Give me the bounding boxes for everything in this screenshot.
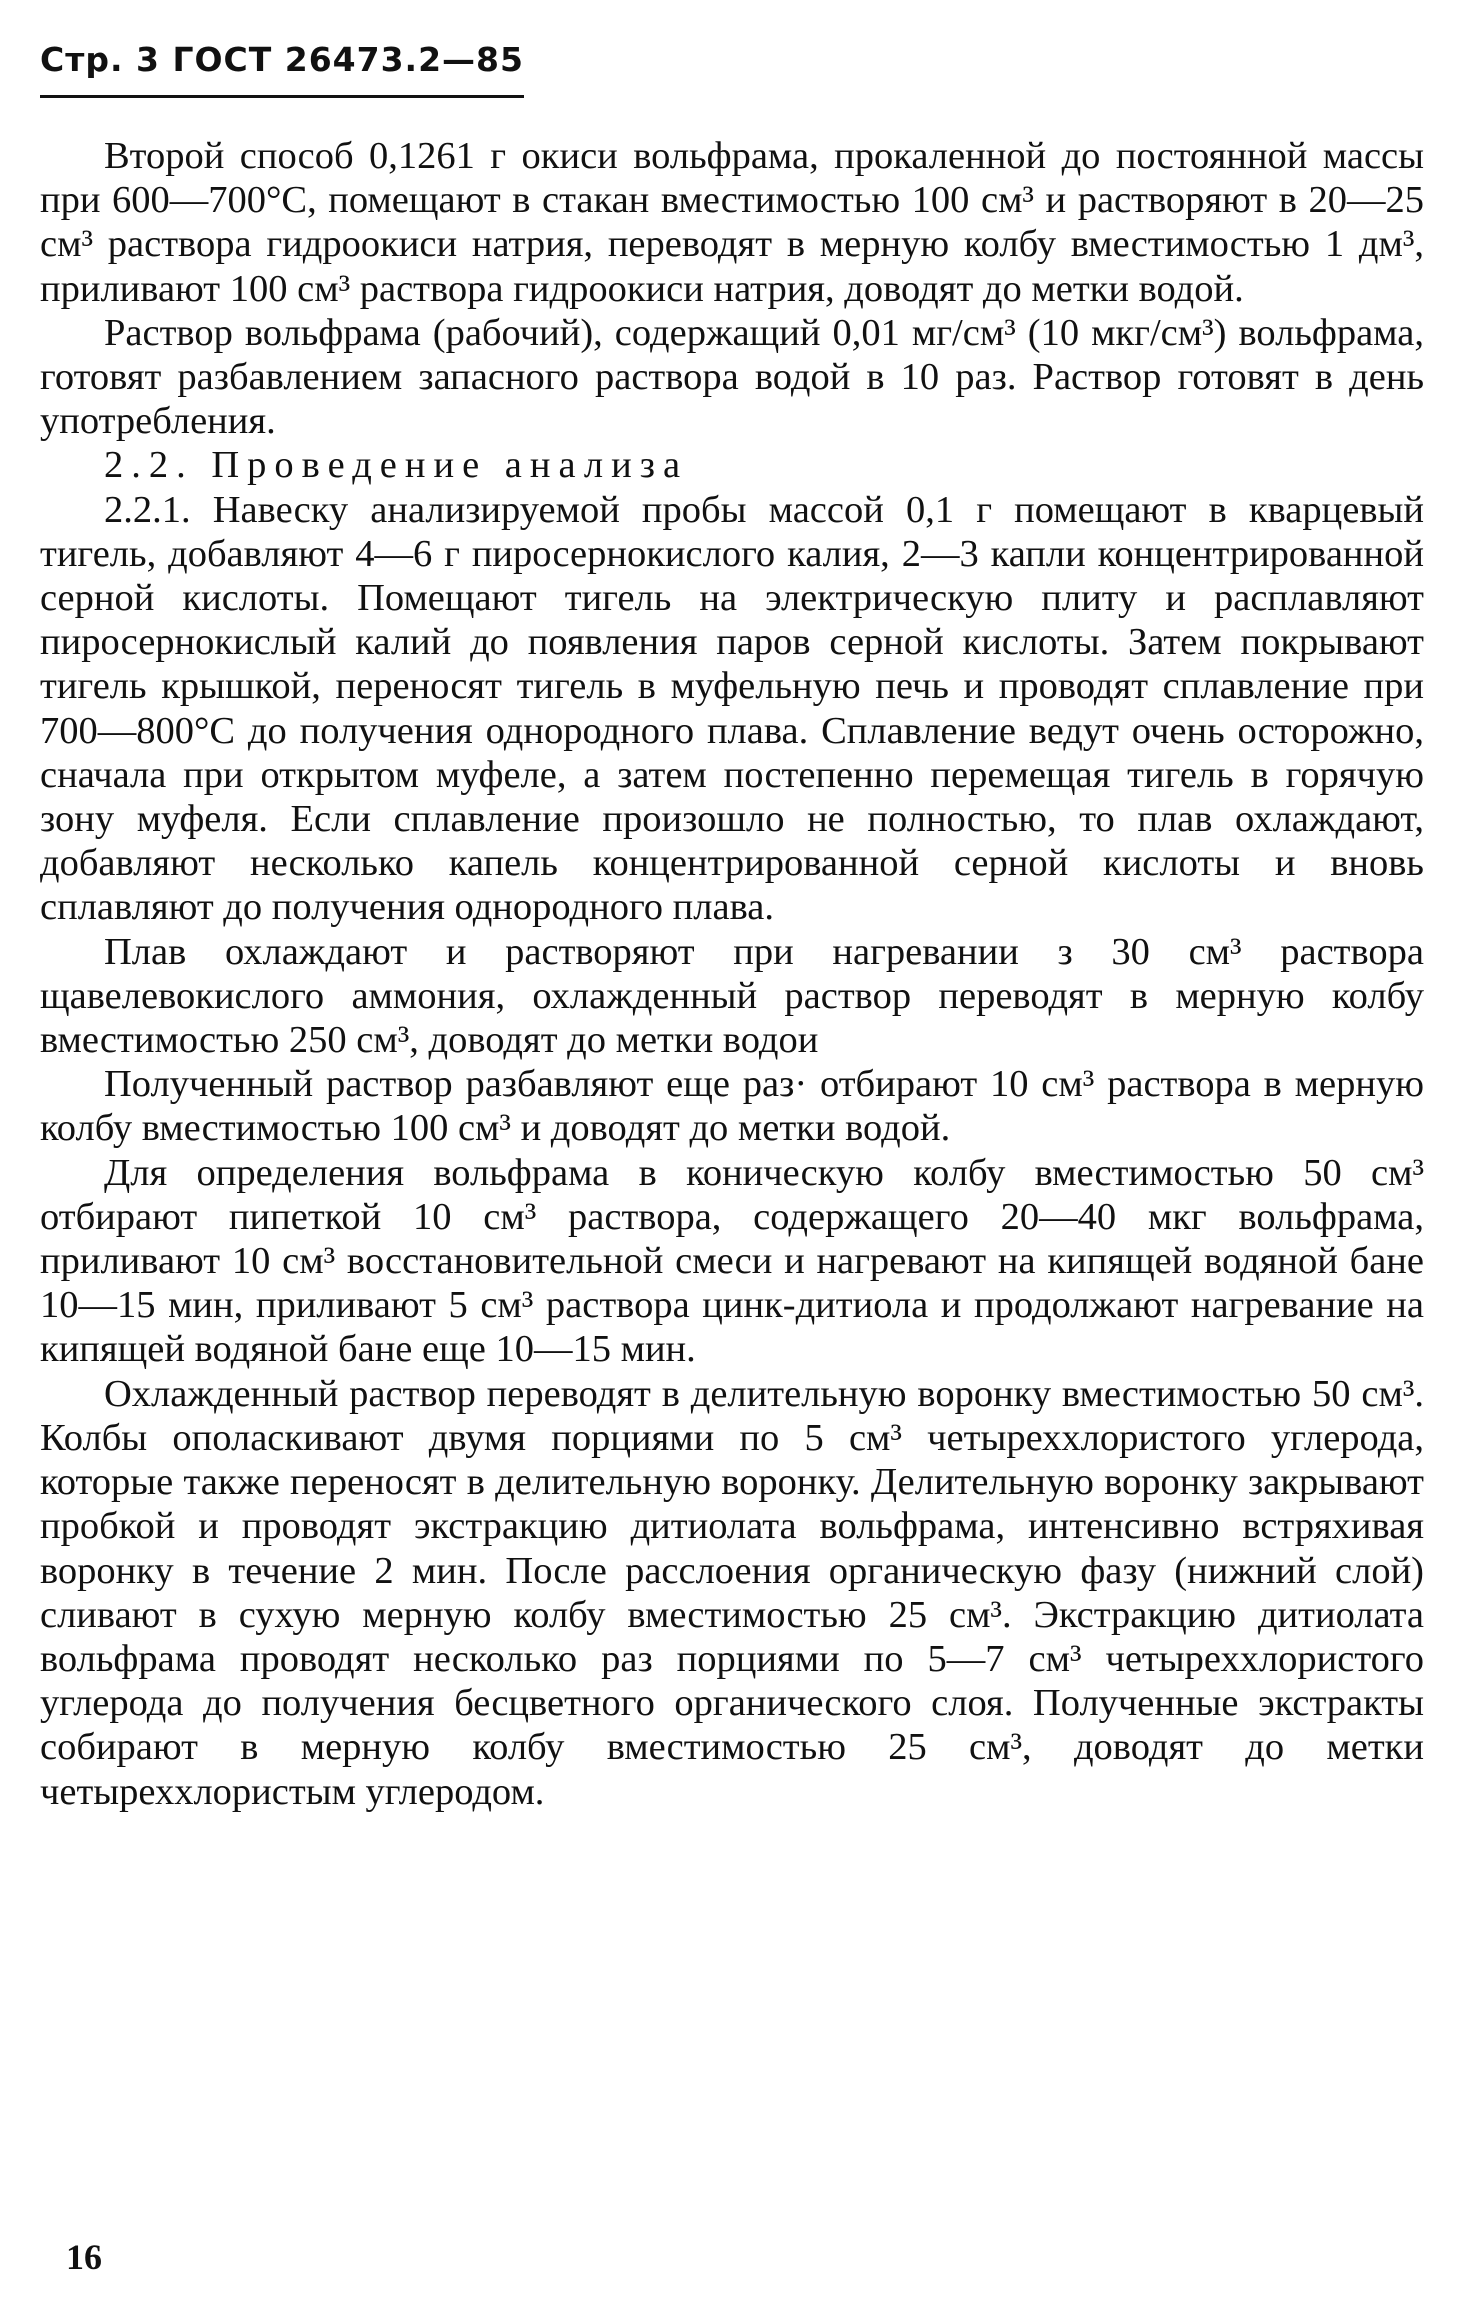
paragraph: Охлажденный раствор переводят в делительную воронку вместимостью 50 см³. Колбы ополаскивают двумя порциями по 5 см³ четыреххлористого углерода, которые также переносят в делительную воронку. Делительную воронку закрывают пробкой и проводят экстракцию дитиолата вольфрама, интенсивно встряхивая воронку в течение 2 мин. После расслоения органическую фазу (нижний слой) сливают в сухую мерную колбу вместимостью 25 см³. Экстракцию дитиолата вольфрама проводят несколько раз порциями по 5—7 см³ четыреххлористого углерода до получения бесцветного органического слоя. Полученные экстракты собирают в мерную колбу вместимостью 25 см³, доводят до метки четыреххлористым углеродом. bbox=[40, 1372, 1424, 1813]
paragraph: Раствор вольфрама (рабочий), содержащий 0,01 мг/см³ (10 мкг/см³) вольфрама, готовят разбавлением запасного раствора водой в 10 раз. Раствор готовят в день употребления. bbox=[40, 311, 1424, 443]
document-body bbox=[40, 134, 1424, 1814]
paragraph: Полученный раствор разбавляют еще раз· отбирают 10 см³ раствора в мерную колбу вместимостью 100 см³ и доводят до метки водой. bbox=[40, 1063, 1424, 1150]
section-heading: 2.2. Проведение анализа bbox=[104, 444, 689, 487]
paragraph: 2.2.1. Навеску анализируемой пробы массой 0,1 г помещают в кварцевый тигель, добавляют 4—6 г пиросернокислого калия, 2—3 капли концентрированной серной кислоты. Помещают тигель на электрическую плиту и расплавляют пиросернокислый калий до появления паров серной кислоты. Затем покрывают тигель крышкой, переносят тигель в муфельную печь и проводят сплавление при 700—800°С до получения однородного плава. Сплавление ведут очень осторожно, сначала при открытом муфеле, а затем постепенно перемещая тигель в горячую зону муфеля. Если сплавление произошло не полностью, то плав охлаждают, добавляют несколько капель концентрированной серной кислоты и вновь сплавляют до получения однородного плава. bbox=[40, 488, 1424, 929]
paragraph: Второй способ 0,1261 г окиси вольфрама, прокаленной до постоянной массы при 600—700°С, помещают в стакан вместимостью 100 см³ и растворяют в 20—25 см³ раствора гидроокиси натрия, переводят в мерную колбу вместимостью 1 дм³, приливают 100 см³ раствора гидроокиси натрия, доводят до метки водой. bbox=[40, 135, 1424, 310]
page-number: 16 bbox=[66, 2237, 102, 2277]
paragraph: Для определения вольфрама в коническую колбу вместимостью 50 см³ отбирают пипеткой 10 см³ раствора, содержащего 20—40 мкг вольфрама, приливают 10 см³ восстановительной смеси и нагревают на кипящей водяной бане 10—15 мин, приливают 5 см³ раствора цинк-дитиола и продолжают нагревание на кипящей водяной бане еще 10—15 мин. bbox=[40, 1151, 1424, 1371]
running-header: Стр. 3 ГОСТ 26473.2—85 bbox=[40, 40, 524, 98]
paragraph: Плав охлаждают и растворяют при нагревании з 30 см³ раствора щавелевокислого аммония, охлажденный раствор переводят в мерную колбу вместимостью 250 см³, доводят до метки водои bbox=[40, 930, 1424, 1062]
